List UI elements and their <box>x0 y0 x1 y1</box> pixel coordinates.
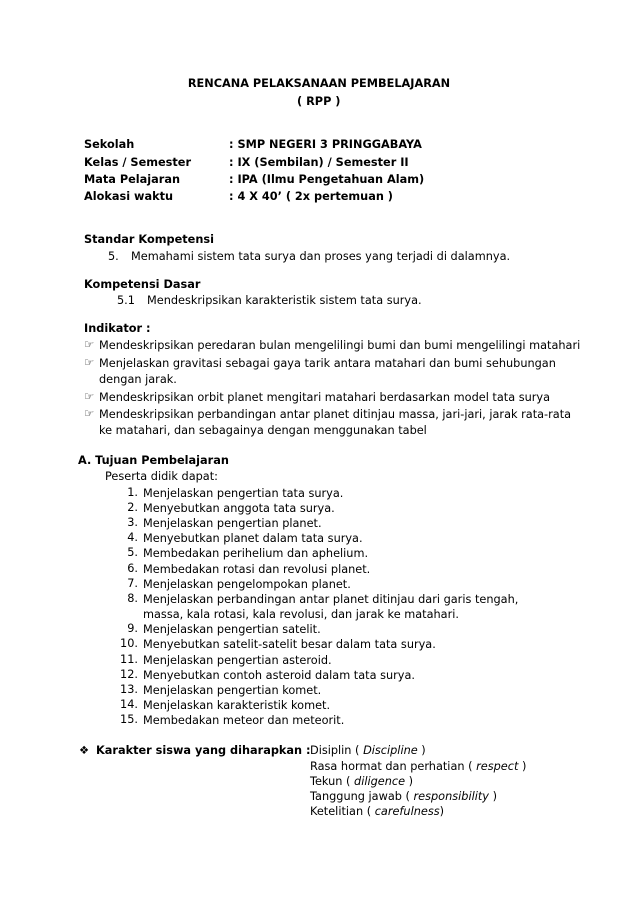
tujuan-heading: A. Tujuan Pembelajaran <box>78 454 229 467</box>
info-value-mapel: : IPA (Ilmu Pengetahuan Alam) <box>229 173 425 186</box>
pointing-hand-icon: ☞ <box>84 390 95 403</box>
kompetensi-heading: Kompetensi Dasar <box>84 278 201 291</box>
karakter-line: Rasa hormat dan perhatian ( respect ) <box>310 760 527 773</box>
indikator-item: ☞ Menjelaskan gravitasi sebagai gaya tarik antara matahari dan bumi sehubungan dengan jarak. <box>84 356 556 386</box>
pointing-hand-icon: ☞ <box>84 356 95 369</box>
info-value-kelas: : IX (Sembilan) / Semester II <box>229 156 409 169</box>
info-label-kelas: Kelas / Semester <box>84 156 192 169</box>
karakter-line: Ketelitian ( carefulness) <box>310 805 445 818</box>
info-label-sekolah: Sekolah <box>84 138 135 151</box>
karakter-line: Tekun ( diligence ) <box>310 775 414 788</box>
pointing-hand-icon: ☞ <box>84 338 95 351</box>
info-value-sekolah: : SMP NEGERI 3 PRINGGABAYA <box>229 138 422 151</box>
document-subtitle: ( RPP ) <box>297 95 341 108</box>
tujuan-intro: Peserta didik dapat: <box>105 470 218 483</box>
indikator-item: ☞ Mendeskripsikan orbit planet mengitari matahari berdasarkan model tata surya <box>84 390 551 404</box>
kompetensi-number: 5.1 <box>117 294 135 307</box>
standar-heading: Standar Kompetensi <box>84 233 214 246</box>
info-label-mapel: Mata Pelajaran <box>84 173 180 186</box>
standar-text: Memahami sistem tata surya dan proses yang terjadi di dalamnya. <box>131 250 511 263</box>
karakter-heading: Karakter siswa yang diharapkan : <box>96 744 311 757</box>
karakter-line: Tanggung jawab ( responsibility ) <box>310 790 497 803</box>
document-page: RENCANA PELAKSANAAN PEMBELAJARAN ( RPP ) Sekolah : SMP NEGERI 3 PRINGGABAYA Kelas / Semester : IX (Sembilan) / Semester II Mata Pelajaran : IPA (Ilmu Pengetahuan Alam) Alokasi waktu : 4 X 40’ ( 2x pertemuan ) Standar Kompetensi 5. Memahami sistem tata surya dan proses yang terjadi di dalamnya. Kompetensi Dasar 5.1 Mendeskripsikan karakteristik sistem tata surya. Indikator : ☞ Mendeskripsikan peredaran bulan mengelilingi bumi dan bumi mengelilingi matahari ☞ Menjelaskan gravitasi sebagai gaya tarik antara matahari dan bumi sehubungan dengan jarak. ☞ Mendeskripsikan orbit planet mengitari matahari berdasarkan model tata surya ☞ Mendeskripsikan perbandingan antar planet ditinjau massa, jari-jari, jarak rata-rata ke matahari, dan sebagainya dengan menggunakan tabel A. Tujuan Pembelajaran Peserta didik dapat: 1. Menjelaskan pengertian tata surya. 2. Menyebutkan anggota tata surya. 3. Menjelaskan pengertian planet. 4. Menyebutkan planet dalam tata surya. 5. Membedakan perihelium dan aphelium. 6. Membedakan rotasi dan revolusi planet. 7. Menjelaskan pengelompokan planet. 8. Menjelaskan perbandingan antar planet ditinjau dari garis tengah, massa, kala rotasi, kala revolusi, dan jarak ke matahari. 9. Menjelaskan pengertian satelit. 10. Menyebutkan satelit-satelit besar dalam tata surya. 11. Menjelaskan pengertian asteroid. 12. Menyebutkan contoh asteroid dalam tata surya. 13. Menjelaskan pengertian komet. 14. Menjelaskan karakteristik komet. 15. Membedakan meteor dan meteorit. ❖ Karakter siswa yang diharapkan : Disiplin ( Discipline ) Rasa hormat dan perhatian ( respect ) Tekun ( diligence ) Tanggung jawab ( responsibility ) Ketelitian ( carefulness) <box>0 0 638 903</box>
indikator-item: ☞ Mendeskripsikan perbandingan antar planet ditinjau massa, jari-jari, jarak rata-rata ke matahari, dan sebagainya dengan menggunakan tabel <box>84 407 572 437</box>
karakter-line: Disiplin ( Discipline ) <box>310 744 426 757</box>
pointing-hand-icon: ☞ <box>84 407 95 420</box>
indikator-item: ☞ Mendeskripsikan peredaran bulan mengelilingi bumi dan bumi mengelilingi matahari <box>84 338 581 352</box>
info-label-alokasi: Alokasi waktu <box>84 190 174 203</box>
info-value-alokasi: : 4 X 40’ ( 2x pertemuan ) <box>229 190 393 203</box>
document-title: RENCANA PELAKSANAAN PEMBELAJARAN <box>187 77 451 90</box>
indikator-heading: Indikator : <box>84 322 151 335</box>
standar-number: 5. <box>108 250 119 263</box>
kompetensi-text: Mendeskripsikan karakteristik sistem tata surya. <box>147 294 422 307</box>
diamond-bullet-icon: ❖ <box>79 744 90 757</box>
